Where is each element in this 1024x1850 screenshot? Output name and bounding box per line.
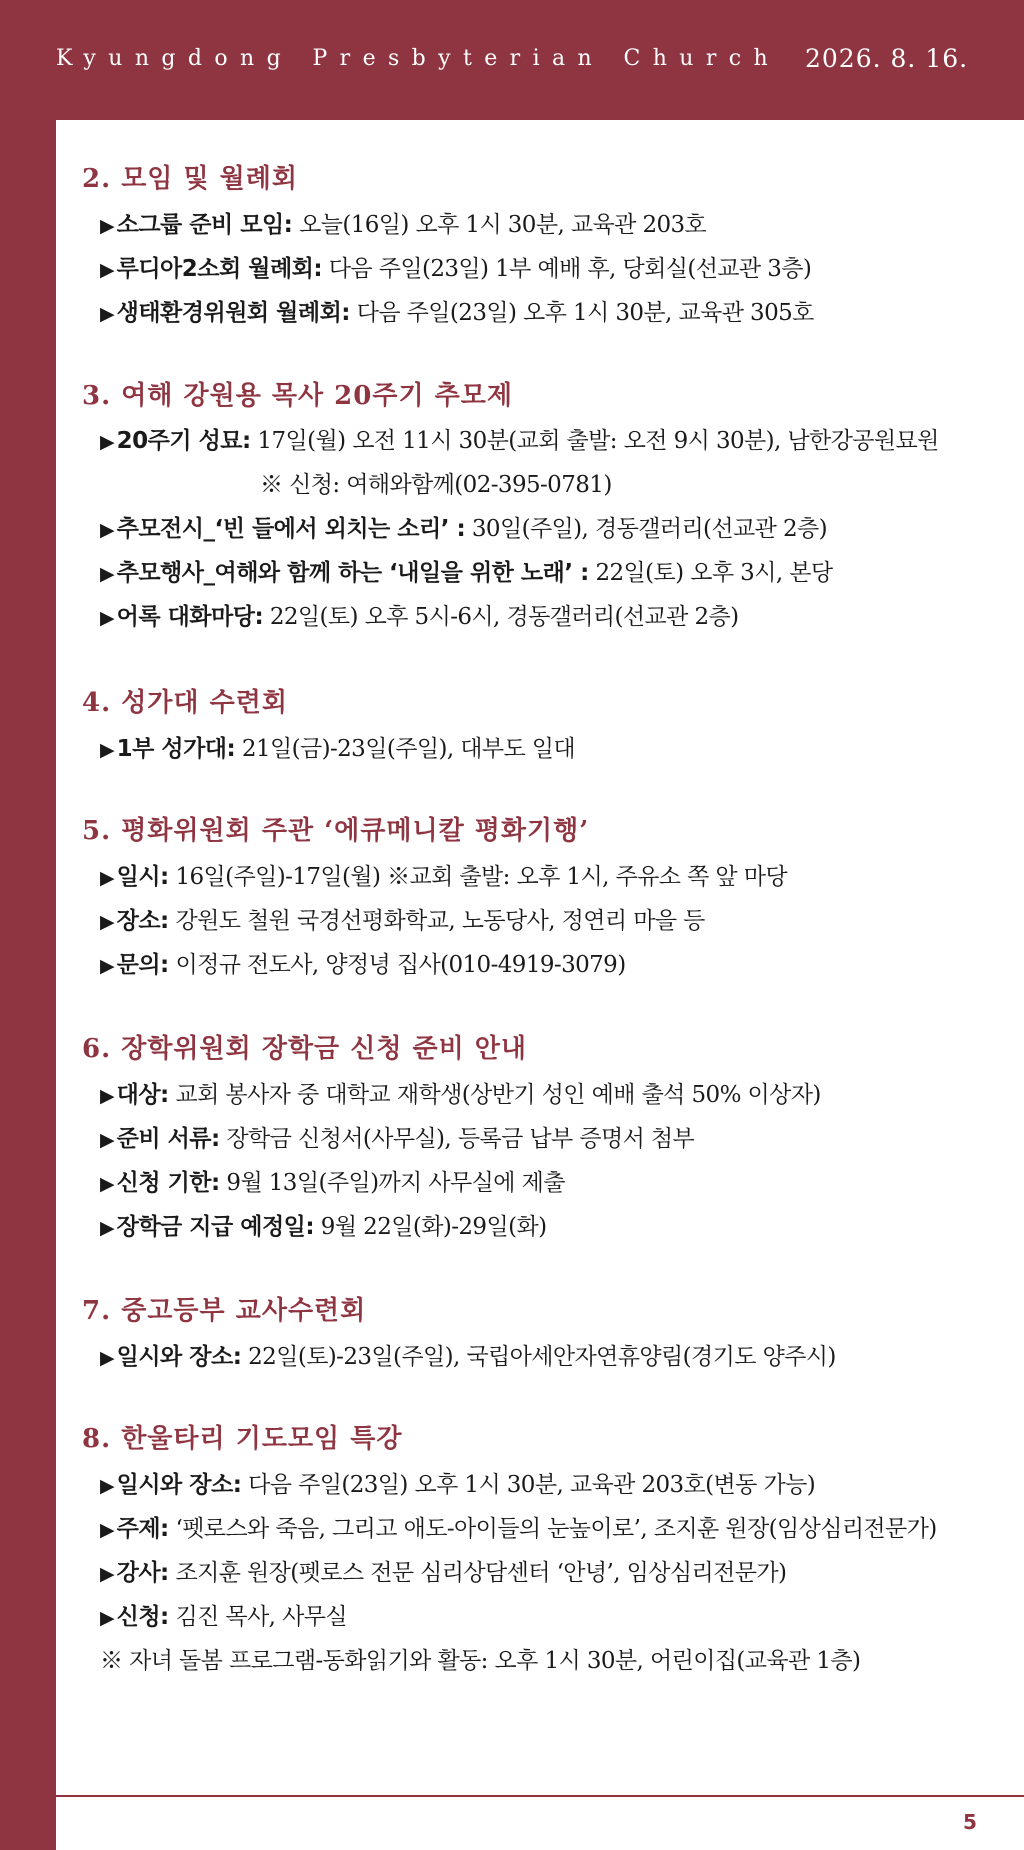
list-item (100, 858, 787, 891)
item-value: 다음 주일(23일) 1부 예배 후, 당회실(선교관 3층) (322, 256, 812, 282)
list-item (100, 1598, 347, 1631)
item-value: 22일(토) 오후 3시, 본당 (588, 560, 833, 586)
triangle-right-icon: ▶ (100, 259, 115, 281)
item-label: 소그룹 준비 모임: (116, 212, 293, 238)
list-item (100, 1076, 821, 1109)
list-item (100, 1466, 815, 1499)
item-label: 장학금 지급 예정일: (116, 1214, 315, 1240)
triangle-right-icon: ▶ (100, 739, 115, 761)
item-label: 추모행사_여해와 함께 하는 ‘내일을 위한 노래’ : (116, 560, 589, 586)
item-label: 신청: (116, 1604, 169, 1630)
triangle-right-icon: ▶ (100, 1085, 115, 1107)
list-item (100, 250, 811, 283)
list-item (100, 1164, 565, 1197)
section-title: 7. 중고등부 교사수련회 (82, 1296, 367, 1326)
list-item (100, 946, 626, 979)
section-title: 6. 장학위원회 장학금 신청 준비 안내 (82, 1034, 528, 1064)
triangle-right-icon: ▶ (100, 1173, 115, 1195)
item-label: 문의: (116, 952, 169, 978)
item-value: 30일(주일), 경동갤러리(선교관 2층) (465, 516, 828, 542)
item-value: 16일(주일)-17일(월) ※교회 출발: 오후 1시, 주유소 쪽 앞 마당 (168, 864, 787, 890)
item-label: 준비 서류: (116, 1126, 220, 1152)
item-label: 장소: (116, 908, 169, 934)
church-name: Kyungdong Presbyterian Church (56, 46, 781, 71)
triangle-right-icon: ▶ (100, 911, 115, 933)
list-item (100, 1338, 836, 1371)
item-value: 조지훈 원장(펫로스 전문 심리상담센터 ‘안녕’, 임상심리전문가) (168, 1560, 787, 1586)
triangle-right-icon: ▶ (100, 607, 115, 629)
item-label: 20주기 성묘: (116, 428, 251, 454)
page-number: 5 (963, 1810, 977, 1834)
list-item (100, 730, 575, 763)
registration-note: ※ 신청: 여해와함께(02-395-0781) (260, 472, 612, 498)
item-value: 다음 주일(23일) 오후 1시 30분, 교육관 203호(변동 가능) (241, 1472, 816, 1498)
page-body (56, 120, 1024, 1850)
item-value: 다음 주일(23일) 오후 1시 30분, 교육관 305호 (350, 300, 814, 326)
list-item (100, 1208, 546, 1241)
item-value: 22일(토) 오후 5시-6시, 경동갤러리(선교관 2층) (263, 604, 739, 630)
footer-rule (56, 1795, 1024, 1797)
item-label: 강사: (116, 1560, 169, 1586)
section-title: 2. 모임 및 월례회 (82, 164, 298, 194)
triangle-right-icon: ▶ (100, 1347, 115, 1369)
triangle-right-icon: ▶ (100, 1475, 115, 1497)
section-title: 5. 평화위원회 주관 ‘에큐메니칼 평화기행’ (82, 816, 590, 846)
item-label: 주제: (116, 1516, 169, 1542)
triangle-right-icon: ▶ (100, 1217, 115, 1239)
list-item (100, 422, 939, 455)
triangle-right-icon: ▶ (100, 1563, 115, 1585)
item-value: 오늘(16일) 오후 1시 30분, 교육관 203호 (292, 212, 707, 238)
list-item (100, 554, 833, 587)
list-item (100, 1554, 786, 1587)
item-value: 김진 목사, 사무실 (168, 1604, 347, 1630)
header-bar (0, 0, 1024, 120)
item-value: 강원도 철원 국경선평화학교, 노동당사, 정연리 마을 등 (168, 908, 705, 934)
item-value: 이정규 전도사, 양정녕 집사(010-4919-3079) (168, 952, 626, 978)
triangle-right-icon: ▶ (100, 303, 115, 325)
triangle-right-icon: ▶ (100, 1607, 115, 1629)
section-title: 8. 한울타리 기도모임 특강 (82, 1424, 403, 1454)
list-item (100, 294, 814, 327)
item-value: 17일(월) 오전 11시 30분(교회 출발: 오전 9시 30분), 남한강공원묘원 (250, 428, 939, 454)
item-label: 1부 성가대: (116, 736, 236, 762)
list-item (100, 1510, 937, 1543)
item-label: 생태환경위원회 월례회: (116, 300, 351, 326)
item-label: 신청 기한: (116, 1170, 220, 1196)
item-value: 교회 봉사자 중 대학교 재학생(상반기 성인 예배 출석 50% 이상자) (168, 1082, 821, 1108)
list-item (100, 510, 827, 543)
childcare-note: ※ 자녀 돌봄 프로그램-동화읽기와 활동: 오후 1시 30분, 어린이집(교육관 1층) (100, 1648, 861, 1674)
triangle-right-icon: ▶ (100, 563, 115, 585)
item-label: 어록 대화마당: (116, 604, 264, 630)
section-title: 3. 여해 강원용 목사 20주기 추모제 (82, 381, 513, 411)
item-label: 일시: (116, 864, 169, 890)
item-label: 추모전시_‘빈 들에서 외치는 소리’ : (116, 516, 466, 542)
item-value: ‘펫로스와 죽음, 그리고 애도-아이들의 눈높이로’, 조지훈 원장(임상심리전문가) (168, 1516, 937, 1542)
triangle-right-icon: ▶ (100, 955, 115, 977)
list-item (100, 206, 706, 239)
item-label: 대상: (116, 1082, 169, 1108)
triangle-right-icon: ▶ (100, 519, 115, 541)
list-item (100, 902, 705, 935)
item-value: 9월 22일(화)-29일(화) (314, 1214, 547, 1240)
triangle-right-icon: ▶ (100, 1519, 115, 1541)
item-label: 루디아2소회 월례회: (116, 256, 323, 282)
list-item (100, 1120, 694, 1153)
item-value: 21일(금)-23일(주일), 대부도 일대 (235, 736, 576, 762)
triangle-right-icon: ▶ (100, 1129, 115, 1151)
item-value: 장학금 신청서(사무실), 등록금 납부 증명서 첨부 (219, 1126, 695, 1152)
item-value: 22일(토)-23일(주일), 국립아세안자연휴양림(경기도 양주시) (241, 1344, 836, 1370)
item-label: 일시와 장소: (116, 1472, 242, 1498)
triangle-right-icon: ▶ (100, 431, 115, 453)
triangle-right-icon: ▶ (100, 215, 115, 237)
bulletin-date: 2026. 8. 16. (805, 44, 969, 73)
item-value: 9월 13일(주일)까지 사무실에 제출 (219, 1170, 565, 1196)
item-label: 일시와 장소: (116, 1344, 242, 1370)
list-item (100, 598, 739, 631)
section-title: 4. 성가대 수련회 (82, 688, 288, 718)
triangle-right-icon: ▶ (100, 867, 115, 889)
